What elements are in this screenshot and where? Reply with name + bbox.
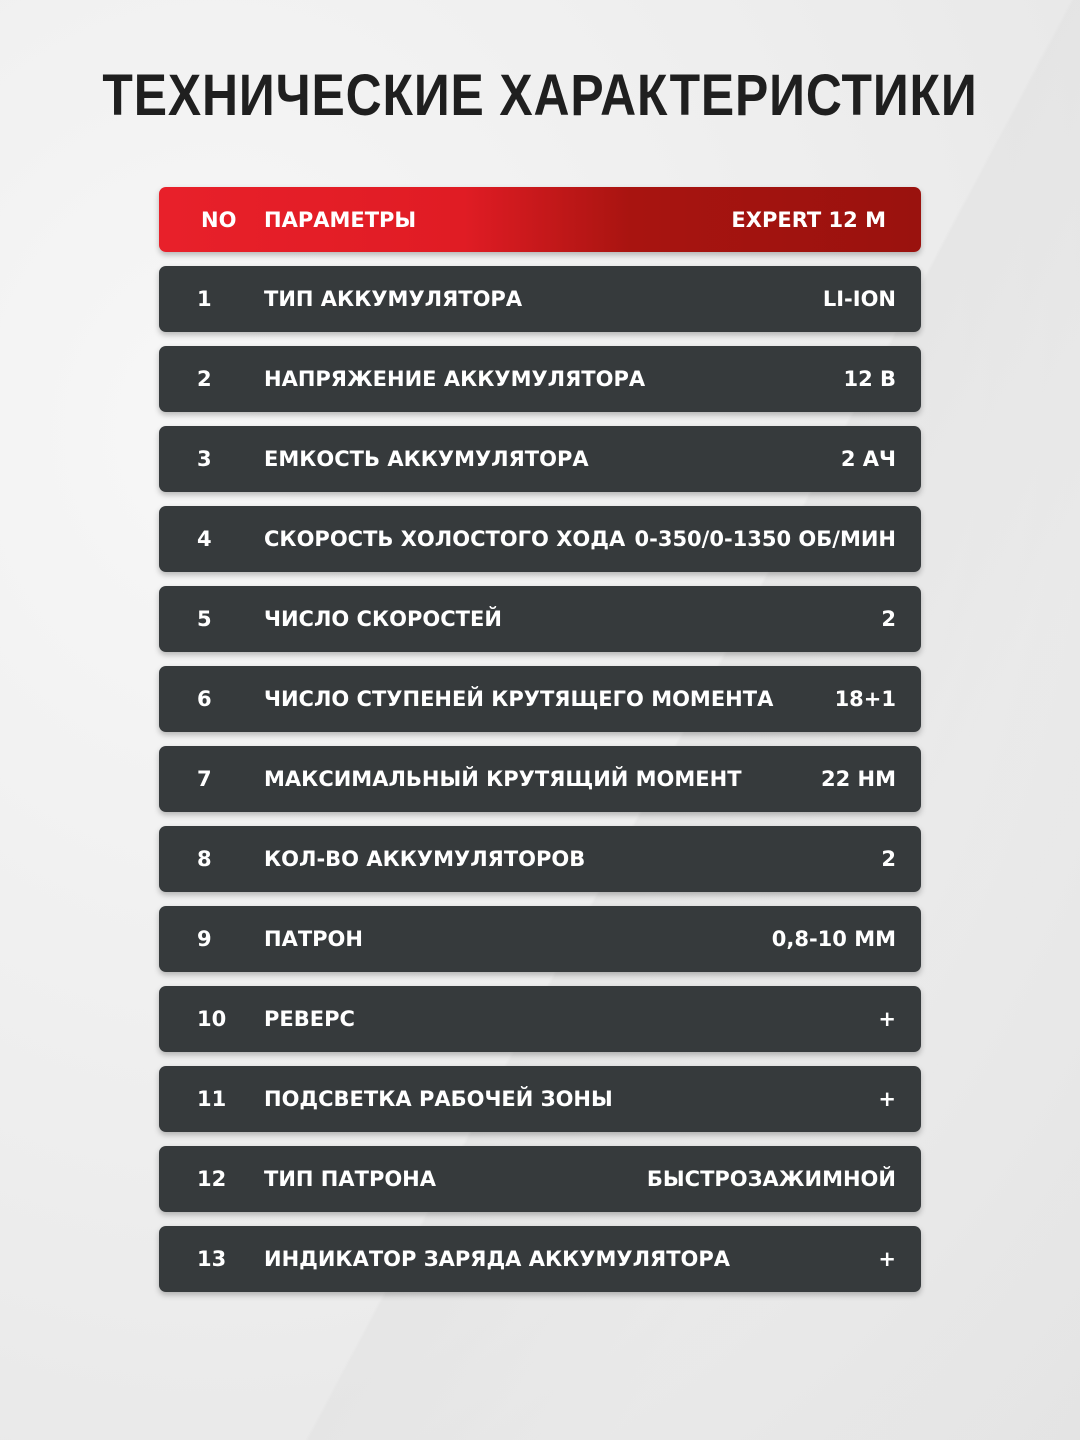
table-row [159, 266, 921, 332]
header-param: ПАРАМЕТРЫ [264, 207, 417, 232]
table-header [159, 187, 921, 252]
page-title: ТЕХНИЧЕСКИЕ ХАРАКТЕРИСТИКИ [102, 63, 978, 128]
row-number: 13 [197, 1247, 227, 1271]
row-value: 2 [881, 607, 896, 631]
row-param: ТИП ПАТРОНА [264, 1167, 437, 1191]
table-row [159, 1226, 921, 1292]
row-number: 6 [197, 687, 212, 711]
row-value: 2 [881, 847, 896, 871]
row-param: ЕМКОСТЬ АККУМУЛЯТОРА [264, 447, 589, 471]
row-value: 0,8-10 ММ [771, 927, 896, 951]
row-param: ЧИСЛО СТУПЕНЕЙ КРУТЯЩЕГО МОМЕНТА [264, 687, 774, 711]
table-row [159, 826, 921, 892]
table-row [159, 426, 921, 492]
table-row [159, 586, 921, 652]
header-no: NO [201, 207, 237, 232]
row-value: 0-350/0-1350 ОБ/МИН [634, 527, 896, 551]
row-number: 9 [197, 927, 212, 951]
table-row [159, 666, 921, 732]
table-row [159, 986, 921, 1052]
row-number: 11 [197, 1087, 227, 1111]
row-number: 3 [197, 447, 212, 471]
row-number: 8 [197, 847, 212, 871]
row-param: РЕВЕРС [264, 1007, 355, 1031]
row-param: МАКСИМАЛЬНЫЙ КРУТЯЩИЙ МОМЕНТ [264, 767, 742, 791]
specs-table [159, 187, 921, 1306]
row-param: ЧИСЛО СКОРОСТЕЙ [264, 607, 502, 631]
table-row [159, 346, 921, 412]
row-param: НАПРЯЖЕНИЕ АККУМУЛЯТОРА [264, 367, 646, 391]
row-param: КОЛ-ВО АККУМУЛЯТОРОВ [264, 847, 586, 871]
row-number: 7 [197, 767, 212, 791]
table-row [159, 506, 921, 572]
row-param: ТИП АККУМУЛЯТОРА [264, 287, 523, 311]
row-number: 1 [197, 287, 212, 311]
header-model: EXPERT 12 M [731, 207, 886, 232]
row-param: ПАТРОН [264, 927, 363, 951]
row-value: LI-ION [822, 287, 896, 311]
row-value: 2 АЧ [840, 447, 896, 471]
table-row [159, 746, 921, 812]
row-value: 18+1 [834, 687, 896, 711]
row-param: ИНДИКАТОР ЗАРЯДА АККУМУЛЯТОРА [264, 1247, 731, 1271]
row-number: 12 [197, 1167, 227, 1191]
row-value: + [878, 1007, 896, 1031]
row-value: + [878, 1087, 896, 1111]
row-param: ПОДСВЕТКА РАБОЧЕЙ ЗОНЫ [264, 1087, 613, 1111]
row-number: 2 [197, 367, 212, 391]
row-number: 4 [197, 527, 212, 551]
row-number: 10 [197, 1007, 227, 1031]
table-row [159, 1146, 921, 1212]
row-value: БЫСТРОЗАЖИМНОЙ [646, 1167, 896, 1191]
table-row [159, 1066, 921, 1132]
row-value: 22 НМ [820, 767, 896, 791]
row-value: + [878, 1247, 896, 1271]
table-row [159, 906, 921, 972]
row-value: 12 В [843, 367, 896, 391]
row-param: СКОРОСТЬ ХОЛОСТОГО ХОДА [264, 527, 626, 551]
row-number: 5 [197, 607, 212, 631]
